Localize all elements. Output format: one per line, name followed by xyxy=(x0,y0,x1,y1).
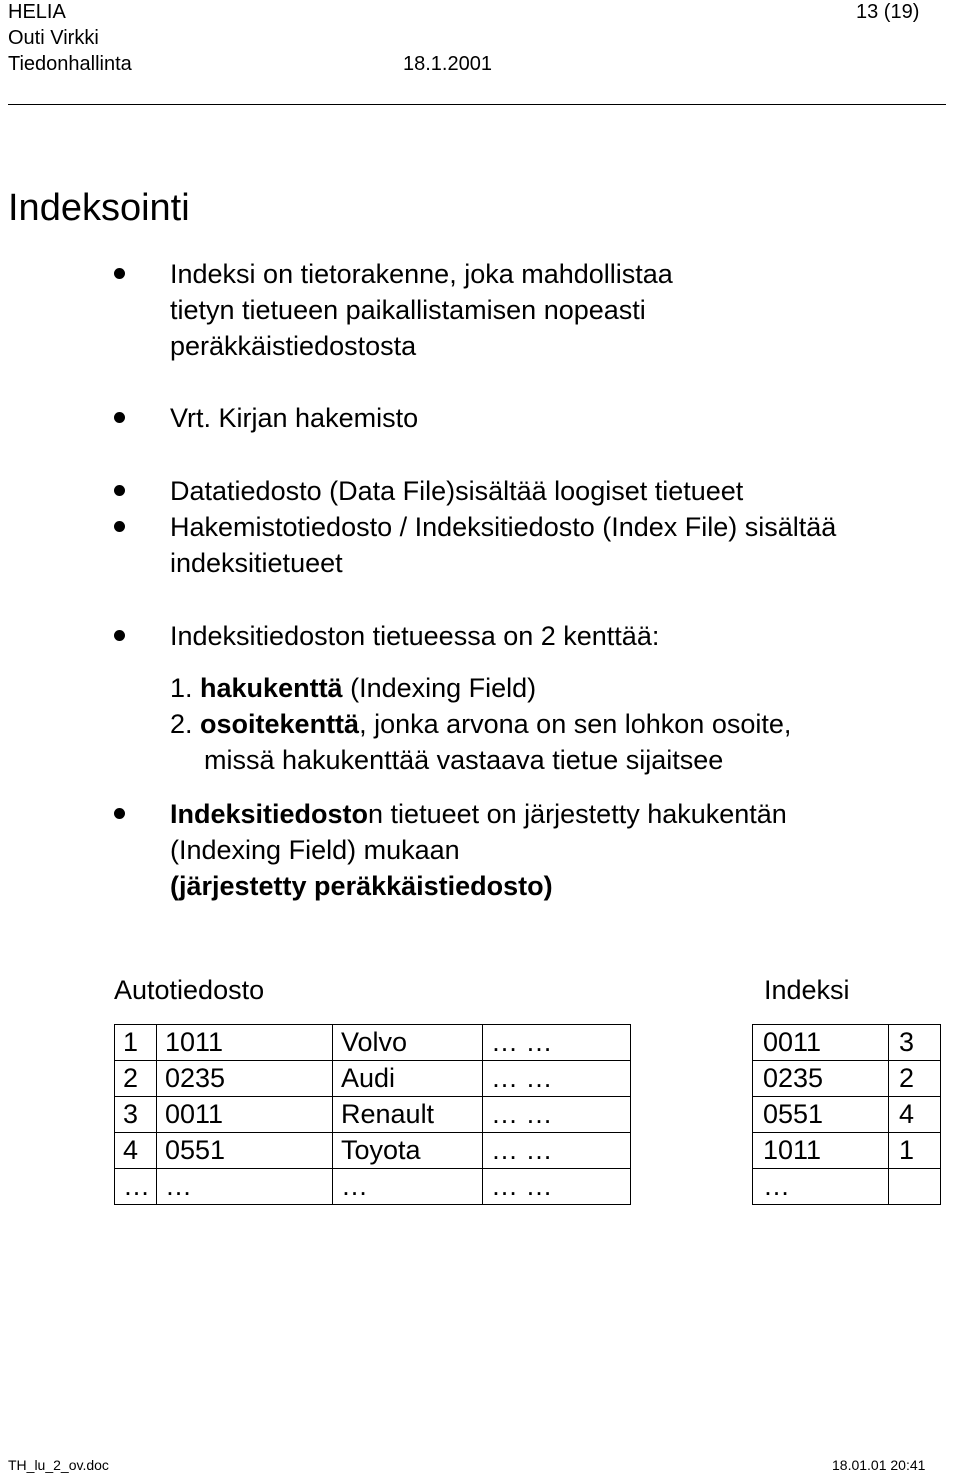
text-line: missä hakukenttää vastaava tietue sijaitsee xyxy=(204,745,724,775)
table-cell: … … xyxy=(483,1025,631,1061)
table-cell: 0551 xyxy=(157,1133,333,1169)
header-course: Tiedonhallinta xyxy=(8,53,132,75)
table-cell: 2 xyxy=(115,1061,157,1097)
table-cell: 1011 xyxy=(157,1025,333,1061)
auto-table-caption: Autotiedosto xyxy=(114,975,265,1005)
table-row xyxy=(115,1097,631,1133)
header-divider xyxy=(8,104,946,105)
table-cell: 1 xyxy=(889,1133,941,1169)
table-cell: … … xyxy=(483,1133,631,1169)
table-cell: … … xyxy=(483,1169,631,1205)
table-cell: 0235 xyxy=(753,1061,889,1097)
table-row xyxy=(753,1061,941,1097)
table-cell: 2 xyxy=(889,1061,941,1097)
text-line: tietyn tietueen paikallistamisen nopeasti xyxy=(170,295,646,325)
bullet-index-file xyxy=(170,509,950,581)
text-line: Hakemistotiedosto / Indeksitiedosto (Index File) sisältää xyxy=(170,512,837,542)
item-number: 2. xyxy=(170,709,201,739)
bullet-dot xyxy=(114,485,125,496)
text-line: peräkkäistiedostosta xyxy=(170,331,417,361)
table-cell: 3 xyxy=(889,1025,941,1061)
table-cell: Volvo xyxy=(333,1025,483,1061)
item-number: 1. xyxy=(170,673,201,703)
table-cell: … xyxy=(157,1169,333,1205)
text-run: n tietueet on järjestetty hakukentän xyxy=(368,799,787,829)
table-cell: 1011 xyxy=(753,1133,889,1169)
item-text: (Indexing Field) xyxy=(342,673,537,703)
header-author: Outi Virkki xyxy=(8,27,99,49)
table-cell: 0551 xyxy=(753,1097,889,1133)
bullet-index-definition xyxy=(170,256,950,364)
table-cell: 0011 xyxy=(753,1025,889,1061)
header-page-number: 13 (19) xyxy=(856,1,920,23)
numbered-item-search-field xyxy=(170,670,950,706)
text-line: Datatiedosto (Data File)sisältää loogiset tietueet xyxy=(170,476,744,506)
bullet-dot xyxy=(114,630,125,641)
bullet-dot xyxy=(114,521,125,532)
bold-term: Indeksitiedosto xyxy=(170,799,369,829)
table-row xyxy=(753,1133,941,1169)
bold-line: (järjestetty peräkkäistiedosto) xyxy=(170,871,553,901)
table-cell: 0011 xyxy=(157,1097,333,1133)
item-text: , jonka arvona on sen lohkon osoite, xyxy=(359,709,792,739)
item-term: hakukenttä xyxy=(200,673,343,703)
text-line: Indeksitiedoston tietueessa on 2 kenttää: xyxy=(170,621,660,651)
table-row xyxy=(753,1097,941,1133)
page-title: Indeksointi xyxy=(8,187,190,229)
table-cell: … … xyxy=(483,1061,631,1097)
index-table xyxy=(752,1024,941,1205)
table-cell: 0235 xyxy=(157,1061,333,1097)
table-cell: Renault xyxy=(333,1097,483,1133)
table-row xyxy=(115,1025,631,1061)
bullet-dot xyxy=(114,808,125,819)
table-cell: … … xyxy=(483,1097,631,1133)
bullet-dot xyxy=(114,268,125,279)
footer-print-date: 18.01.01 20:41 xyxy=(832,1457,926,1473)
numbered-item-address-field xyxy=(170,706,950,778)
bullet-data-file xyxy=(170,473,950,509)
table-cell: Toyota xyxy=(333,1133,483,1169)
table-row xyxy=(115,1133,631,1169)
bullet-book-index xyxy=(170,400,950,436)
table-row xyxy=(115,1169,631,1205)
table-row xyxy=(753,1025,941,1061)
auto-data-table xyxy=(114,1024,631,1205)
table-cell: Audi xyxy=(333,1061,483,1097)
table-cell: 4 xyxy=(889,1097,941,1133)
table-row xyxy=(753,1169,941,1205)
table-cell: 1 xyxy=(115,1025,157,1061)
index-table-caption: Indeksi xyxy=(764,975,850,1005)
header-date: 18.1.2001 xyxy=(403,53,492,75)
table-cell: … xyxy=(333,1169,483,1205)
header-org: HELIA xyxy=(8,1,66,23)
text-line: indeksitietueet xyxy=(170,548,343,578)
table-cell: … xyxy=(115,1169,157,1205)
footer-filename: TH_lu_2_ov.doc xyxy=(8,1457,109,1473)
table-cell: 3 xyxy=(115,1097,157,1133)
bullet-index-ordering xyxy=(170,796,950,904)
text-line: Indeksi on tietorakenne, joka mahdollistaa xyxy=(170,259,673,289)
text-line: (Indexing Field) mukaan xyxy=(170,835,460,865)
text-line: Vrt. Kirjan hakemisto xyxy=(170,403,419,433)
table-cell: 4 xyxy=(115,1133,157,1169)
table-row xyxy=(115,1061,631,1097)
bullet-dot xyxy=(114,412,125,423)
bullet-index-fields xyxy=(170,618,950,654)
table-cell: … xyxy=(753,1169,889,1205)
table-cell xyxy=(889,1169,941,1205)
item-term: osoitekenttä xyxy=(200,709,360,739)
